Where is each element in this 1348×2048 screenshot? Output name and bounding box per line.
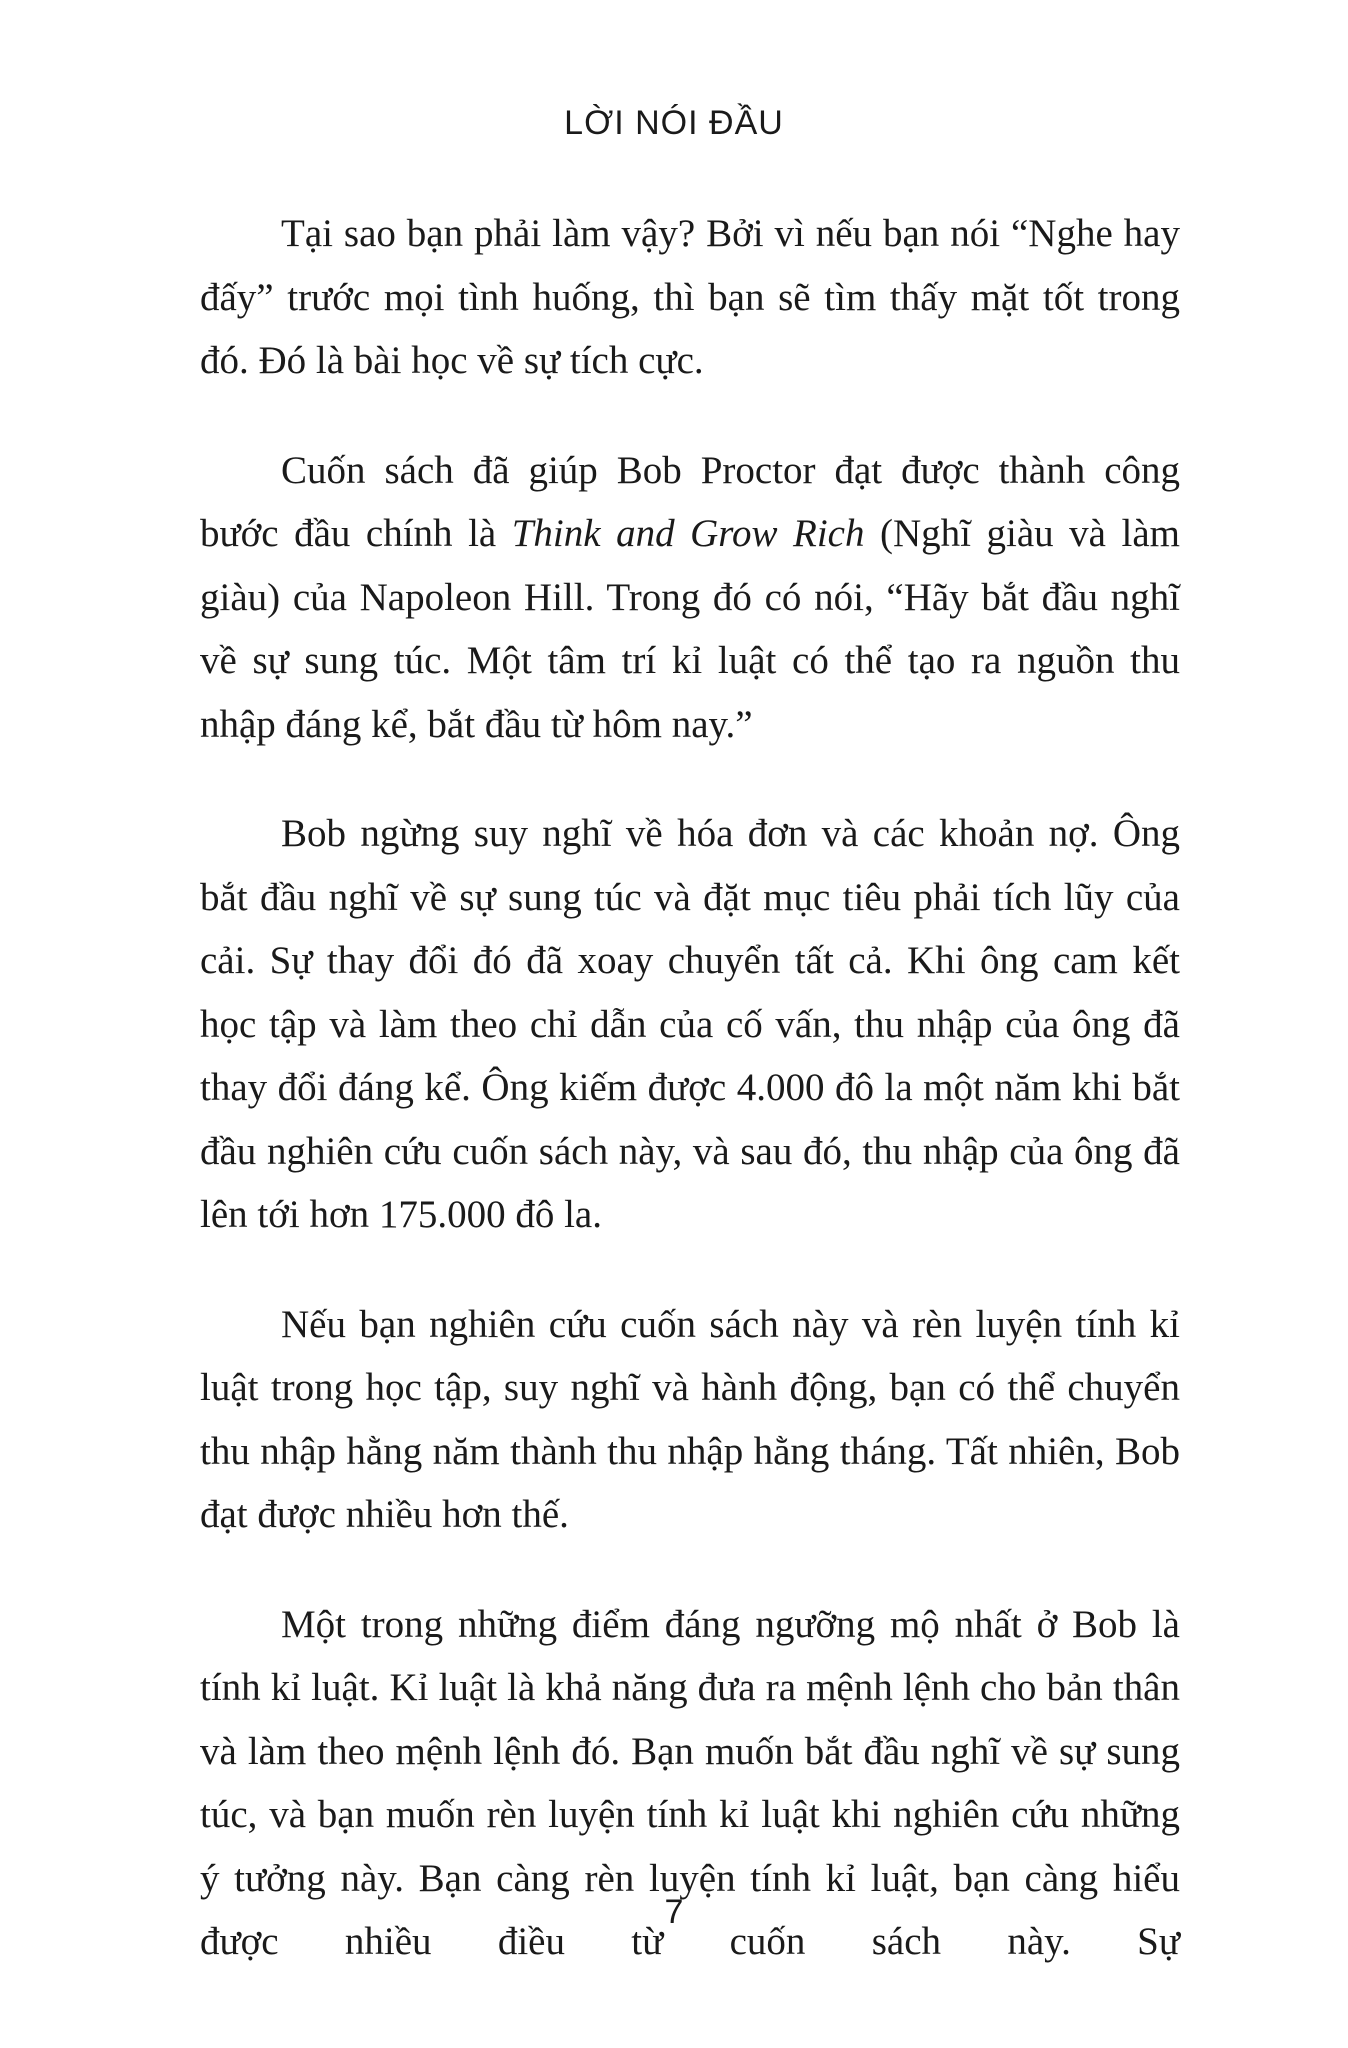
paragraph-4: Nếu bạn nghiên cứu cuốn sách này và rèn luyện tính kỉ luật trong học tập, suy nghĩ và hành động, bạn có thể chuyển thu nhập hằng năm thành thu nhập hằng tháng. Tất nhiên, Bob đạt được nhiều hơn thế.: [200, 1302, 1180, 1536]
page-number: 7: [664, 1893, 684, 1931]
body-text: [200, 202, 1180, 2020]
paragraph-1: Tại sao bạn phải làm vậy? Bởi vì nếu bạn nói “Nghe hay đấy” trước mọi tình huống, thì bạn sẽ tìm thấy mặt tốt trong đó. Đó là bài học về sự tích cực.: [200, 212, 1180, 382]
paragraph-5: Một trong những điểm đáng ngưỡng mộ nhất ở Bob là tính kỉ luật. Kỉ luật là khả năng đưa ra mệnh lệnh cho bản thân và làm theo mệnh lệnh đó. Bạn muốn bắt đầu nghĩ về sự sung túc, và bạn muốn rèn luyện tính kỉ luật khi nghiên cứu những ý tưởng này. Bạn càng rèn luyện tính kỉ luật, bạn càng hiểu được nhiều điều từ cuốn sách này. Sự: [200, 1602, 1180, 1963]
running-head: LỜI NÓI ĐẦU: [564, 104, 784, 142]
book-title-italic: Think and Grow Rich: [511, 512, 865, 555]
paragraph-3: Bob ngừng suy nghĩ về hóa đơn và các khoản nợ. Ông bắt đầu nghĩ về sự sung túc và đặt mục tiêu phải tích lũy của cải. Sự thay đổi đó đã xoay chuyển tất cả. Khi ông cam kết học tập và làm theo chỉ dẫn của cố vấn, thu nhập của ông đã thay đổi đáng kể. Ông kiếm được 4.000 đô la một năm khi bắt đầu nghiên cứu cuốn sách này, và sau đó, thu nhập của ông đã lên tới hơn 175.000 đô la.: [200, 812, 1180, 1236]
paragraph-2-text-before: Cuốn sách đã giúp Bob Proctor đạt được thành công bước đầu chính là: [200, 448, 1180, 555]
paragraph-2-text-after: (Nghĩ giàu và làm giàu) của Napoleon Hill. Trong đó có nói, “Hãy bắt đầu nghĩ về sự sung túc. Một tâm trí kỉ luật có thể tạo ra nguồn thu nhập đáng kể, bắt đầu từ hôm nay.”: [200, 512, 1180, 746]
paragraph-2: [200, 439, 1180, 757]
